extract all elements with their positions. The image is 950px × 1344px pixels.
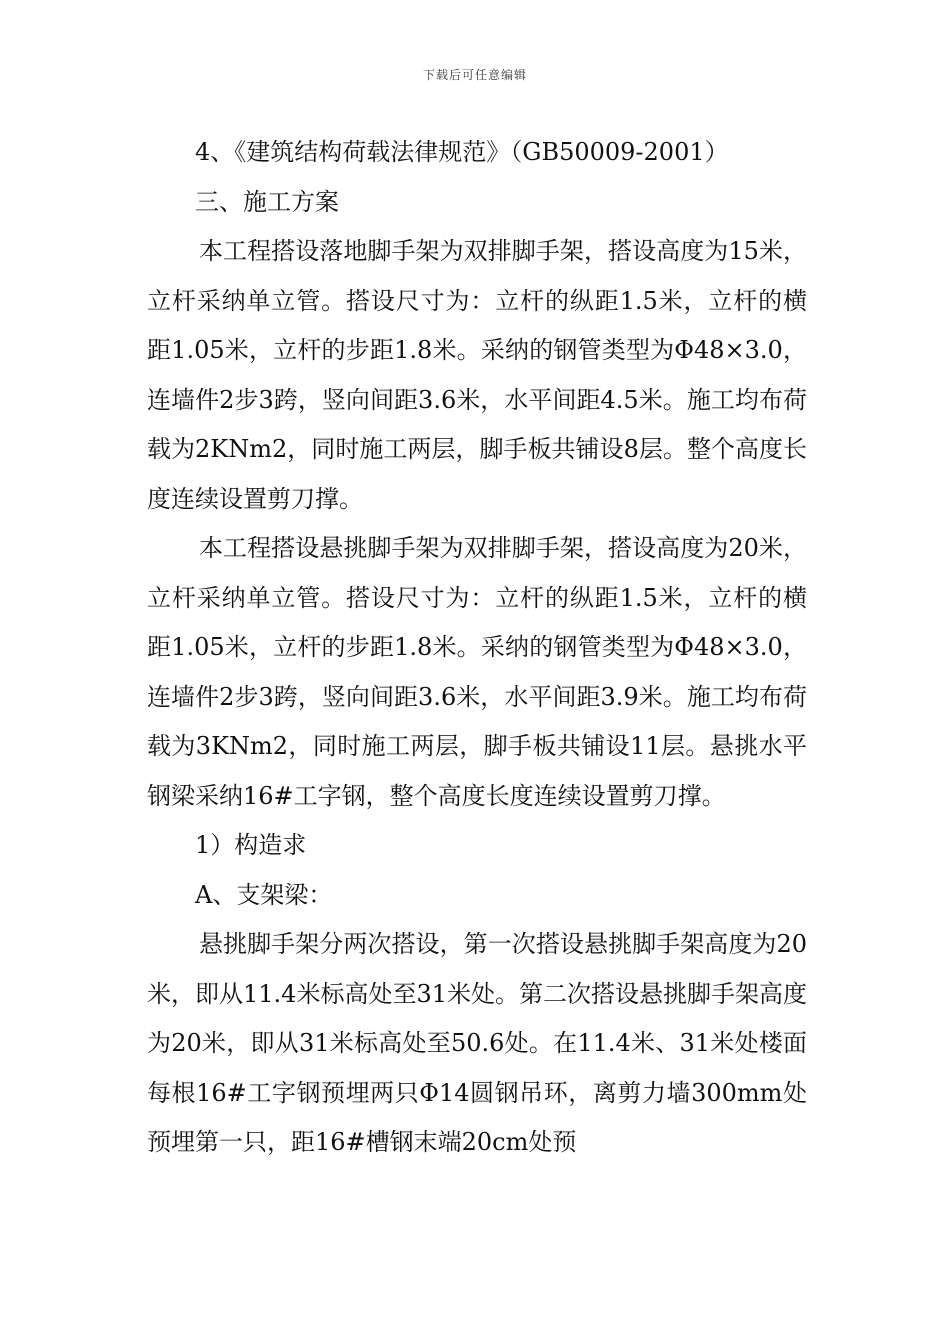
subheading-construction-requirements: 1）构造求	[195, 831, 307, 859]
paragraph-cantilever-scaffold: 本工程搭设悬挑脚手架为双排脚手架，搭设高度为20米，立杆采纳单立管。搭设尺寸为：立杆的纵距1.5米，立杆的横距1.05米，立杆的步距1.8米。采纳的钢管类型为Φ48×3.0，连墙件2步3跨，竖向间距3.6米，水平间距3.9米。施工均布荷载为3KNm2，同时施工两层，脚手板共铺设11层。悬挑水平钢梁采纳16#工字钢，整个高度长度连续设置剪刀撑。	[147, 534, 807, 810]
download-note: 下载后可任意编辑	[422, 68, 527, 82]
document-body	[147, 128, 807, 1168]
reference-item-4: 4、《建筑结构荷载法律规范》（GB50009-2001）	[195, 138, 729, 166]
section-heading-construction-plan: 三、施工方案	[195, 187, 339, 216]
paragraph-floor-scaffold: 本工程搭设落地脚手架为双排脚手架，搭设高度为15米，立杆采纳单立管。搭设尺寸为：立杆的纵距1.5米，立杆的横距1.05米，立杆的步距1.8米。采纳的钢管类型为Φ48×3.0，连墙件2步3跨，竖向间距3.6米，水平间距4.5米。施工均布荷载为2KNm2，同时施工两层，脚手板共铺设8层。整个高度长度连续设置剪刀撑。	[147, 237, 807, 513]
paragraph-support-beam-details: 悬挑脚手架分两次搭设，第一次搭设悬挑脚手架高度为20米，即从11.4米标高处至31米处。第二次搭设悬挑脚手架高度为20米，即从31米标高处至50.6处。在11.4米、31米处楼面每根16#工字钢预埋两只Φ14圆钢吊环，离剪力墙300mm处预埋第一只，距16#槽钢末端20cm处预	[147, 930, 807, 1156]
subheading-support-beam: A、支架梁：	[195, 880, 333, 909]
